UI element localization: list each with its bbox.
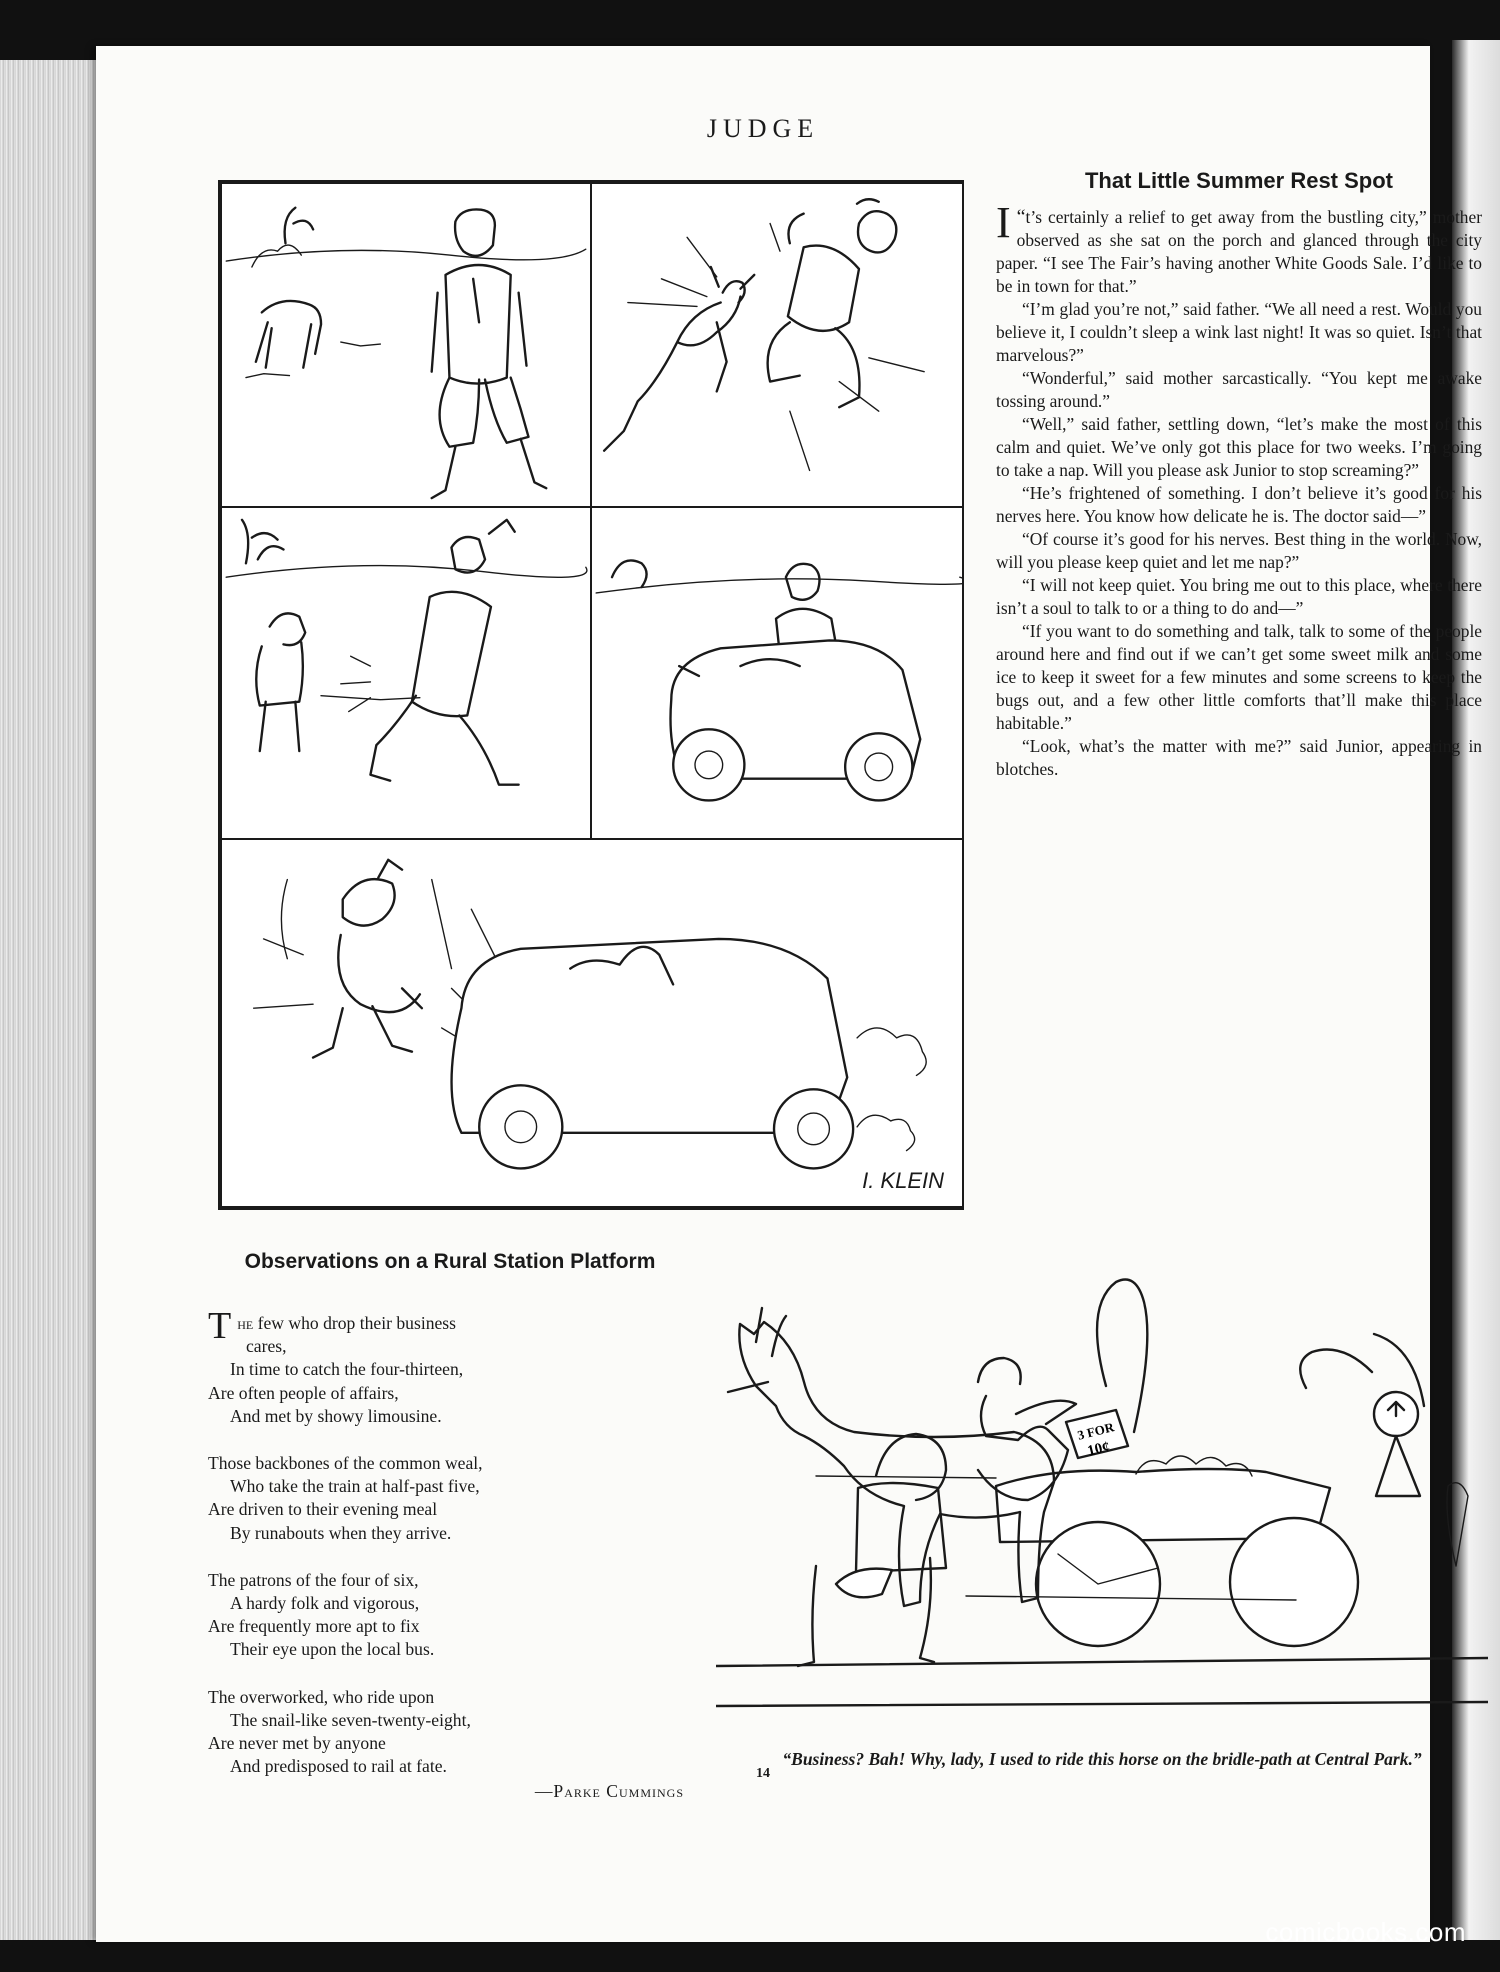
drop-cap: T	[208, 1305, 232, 1347]
poem-line: In time to catch the four-thirteen,	[230, 1359, 464, 1380]
poem-line: The patrons of the four of six,	[208, 1569, 419, 1590]
horse-cart-cartoon	[716, 1266, 1488, 1738]
comic-panel-1	[220, 182, 592, 508]
site-watermark: comicbooks.com	[1265, 1917, 1466, 1947]
poem-stanza	[208, 1305, 698, 1428]
poem-line: The few who drop their business	[208, 1305, 457, 1347]
poem-stanza	[208, 1452, 698, 1545]
article-paragraph: “He’s frightened of something. I don’t believe it’s good for his nerves here. You know how delicate he is. The doctor said—”	[996, 483, 1482, 526]
article-paragraph: “ I t’s certainly a relief to get away from the bustling city,” mother observed as she sat on the porch and glanced through the city paper. “I see The Fair’s having another White Goods Sale. I’d like to be in town for that.”	[996, 198, 1482, 296]
poem-line: Who take the train at half-past five,	[230, 1476, 480, 1497]
comic-panel-2	[590, 182, 964, 508]
poem-line: The overworked, who ride upon	[208, 1686, 435, 1707]
poem-title: Observations on a Rural Station Platform	[244, 1250, 656, 1273]
poem-line: Their eye upon the local bus.	[230, 1639, 435, 1660]
comic-panel-5	[220, 838, 964, 1208]
poem-stanza	[208, 1569, 698, 1662]
poem-line: The snail-like seven-twenty-eight,	[230, 1709, 471, 1730]
article-paragraph: “If you want to do something and talk, talk to some of the people around here and find out if we can’t get some sweet milk and some ice to keep it sweet for a few minutes and some screens to keep the bugs out, and a few other little comforts that’ll make this place habitable.”	[996, 621, 1482, 733]
article-paragraph: “Look, what’s the matter with me?” said Junior, appearing in blotches.	[996, 736, 1482, 779]
page-number: 14	[756, 1766, 770, 1781]
poem-line: Are driven to their evening meal	[208, 1499, 438, 1520]
comic-panel-3	[220, 506, 592, 840]
magazine-page	[96, 46, 1482, 1942]
article-paragraph: “Of course it’s good for his nerves. Best thing in the world. Now, will you please keep quiet and let me nap?”	[996, 529, 1482, 572]
poem-line: A hardy folk and vigorous,	[230, 1593, 420, 1614]
comic-panel-4	[590, 506, 964, 840]
opening-quote: “	[1016, 206, 1026, 228]
article-paragraph: “Wonderful,” said mother sarcastically. “You kept me awake tossing around.”	[996, 368, 1482, 411]
poem-attribution: —Parke Cummings	[534, 1781, 684, 1802]
poem-line: Those backbones of the common weal,	[208, 1453, 483, 1474]
sign-line-2: 10¢	[1085, 1438, 1112, 1460]
comic-strip	[218, 180, 964, 1210]
article-paragraph: “I’m glad you’re not,” said father. “We all need a rest. Would you believe it, I couldn’t sleep a wink last night! It was so quiet. Isn’t that marvelous?”	[996, 299, 1482, 365]
poem-line: And predisposed to rail at fate.	[230, 1756, 447, 1777]
article-paragraph: “Well,” said father, settling down, “let’s make the most of this calm and quiet. We’ve only got this place for two weeks. I’m going to take a nap. Will you please ask Junior to stop screaming?”	[996, 414, 1482, 480]
article-title: That Little Summer Rest Spot	[1084, 168, 1394, 193]
poem-body	[208, 1305, 698, 1804]
drop-cap: I	[996, 198, 1011, 247]
article-paragraph: “I will not keep quiet. You bring me out to this place, where there isn’t a soul to talk to or a thing to do and—”	[996, 575, 1482, 618]
artist-signature: I. KLEIN	[862, 1168, 944, 1193]
article-body	[996, 198, 1482, 781]
poem-line: By runabouts when they arrive.	[230, 1522, 452, 1543]
sign-line-1: 3 FOR	[1075, 1419, 1116, 1443]
poem-line: cares,	[246, 1336, 287, 1357]
poem-line: Are never met by anyone	[208, 1733, 386, 1754]
cartoon-caption: “Business? Bah! Why, lady, I used to ride this horse on the bridle-path at Central Park.”	[782, 1749, 1422, 1769]
book-page-edges	[0, 60, 100, 1940]
poem-line: And met by showy limousine.	[230, 1405, 442, 1426]
poem-stanza	[208, 1686, 698, 1779]
running-head: JUDGE	[706, 114, 820, 143]
poem-line: Are often people of affairs,	[208, 1382, 399, 1403]
poem-line: Are frequently more apt to fix	[208, 1616, 420, 1637]
